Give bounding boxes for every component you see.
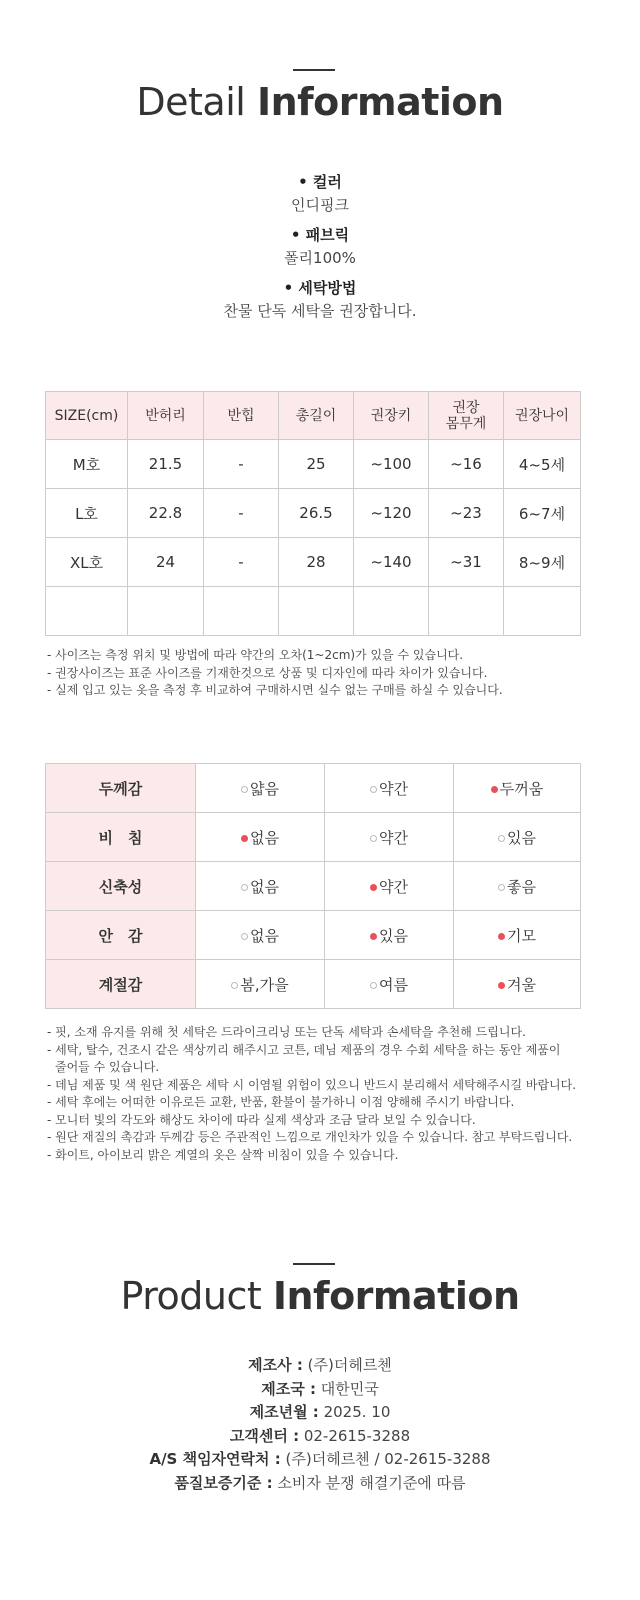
fabric-feel-option [454, 764, 581, 813]
fabric-feel-row [46, 911, 581, 960]
product-info-row [0, 1448, 640, 1472]
size-table-cell: 8~9세 [504, 538, 581, 587]
size-table-cell: 22.8 [128, 489, 204, 538]
care-note-line: - 세탁, 탈수, 건조시 같은 색상끼리 해주시고 코튼, 데님 제품의 경우 수회 세탁을 하는 동안 제품이 [47, 1042, 561, 1057]
fabric-feel-option [325, 764, 454, 813]
unselected-dot-icon [241, 884, 248, 891]
size-note-line: - 권장사이즈는 표준 사이즈를 기재한것으로 상품 및 디자인에 따라 차이가 있습니다. [47, 665, 488, 680]
size-table-cell: ~100 [354, 440, 429, 489]
product-info-value: (주)더헤르첸 [302, 1356, 392, 1374]
size-table-header-row [46, 392, 581, 440]
size-note-line: - 실제 입고 있는 옷을 측정 후 비교하여 구매하시면 실수 없는 구매를 하실 수 있습니다. [47, 683, 503, 697]
product-info-row [0, 1401, 640, 1425]
product-info-row [0, 1378, 640, 1402]
detail-value: 폴리100% [284, 249, 356, 267]
product-info-row [0, 1425, 640, 1449]
fabric-feel-row [46, 764, 581, 813]
size-table-cell: 25 [279, 440, 354, 489]
unselected-dot-icon [241, 786, 248, 793]
unselected-dot-icon [370, 982, 377, 989]
product-info-key: 고객센터 : [229, 1426, 300, 1445]
product-info-row [0, 1354, 640, 1378]
fabric-feel-option-label: 여름 [379, 975, 408, 994]
fabric-feel-option [454, 813, 581, 862]
fabric-feel-option-label: 없음 [250, 926, 279, 945]
size-table-cell: 26.5 [279, 489, 354, 538]
size-table-cell: ~23 [429, 489, 504, 538]
product-info-value: 소비자 분쟁 해결기준에 따름 [272, 1473, 466, 1492]
unselected-dot-icon [241, 933, 248, 940]
size-table-cell: L호 [46, 489, 128, 538]
size-table-cell: ~140 [354, 538, 429, 587]
detail-list [0, 172, 640, 331]
size-table-cell: XL호 [46, 538, 128, 587]
care-note-line: - 데님 제품 및 색 원단 제품은 세탁 시 이염될 위험이 있으니 반드시 분리해서 세탁해주시길 바랍니다. [47, 1077, 577, 1092]
product-info-value: 2025. 10 [318, 1403, 391, 1421]
size-table-cell: M호 [46, 440, 128, 489]
size-table-cell: 28 [279, 538, 354, 587]
fabric-feel-option-label: 없음 [250, 877, 279, 896]
size-table-row [46, 489, 581, 538]
detail-item-color [0, 172, 640, 215]
fabric-feel-option-label: 있음 [507, 828, 536, 847]
size-header-cell: 권장나이 [504, 392, 581, 440]
fabric-feel-option-label: 좋음 [507, 877, 536, 896]
size-note-line: - 사이즈는 측정 위치 및 방법에 따라 약간의 오차(1~2cm)가 있을 수 있습니다. [47, 648, 464, 662]
fabric-feel-option [196, 960, 325, 1009]
unselected-dot-icon [498, 884, 505, 891]
unselected-dot-icon [370, 835, 377, 842]
fabric-feel-option-label: 봄,가을 [240, 975, 289, 994]
size-table-row [46, 538, 581, 587]
size-table-row [46, 587, 581, 636]
product-info-row [0, 1472, 640, 1496]
fabric-feel-row [46, 862, 581, 911]
fabric-feel-option [325, 862, 454, 911]
product-title-light: Product [120, 1274, 262, 1318]
product-info-value: 02-2615-3288 [299, 1426, 411, 1445]
product-title-bold: Information [272, 1274, 520, 1318]
size-header-cell: 권장 몸무게 [429, 392, 504, 440]
size-table-cell: - [204, 489, 279, 538]
size-header-cell: 반허리 [128, 392, 204, 440]
care-note-line: 줄어들 수 있습니다. [55, 1060, 160, 1074]
size-table-cell: 24 [128, 538, 204, 587]
fabric-feel-option [454, 911, 581, 960]
detail-item-fabric [0, 225, 640, 268]
product-title-bar [293, 1263, 335, 1265]
fabric-feel-option-label: 약간 [379, 828, 408, 847]
detail-title-bold: Information [256, 80, 504, 124]
fabric-feel-row [46, 813, 581, 862]
care-notes [47, 1024, 587, 1164]
selected-dot-icon [491, 786, 498, 793]
detail-label: • 세탁방법 [283, 279, 357, 297]
fabric-feel-option-label: 약간 [379, 779, 408, 798]
detail-label: • 패브릭 [290, 226, 350, 244]
size-header-cell: 반힙 [204, 392, 279, 440]
size-table-cell: ~31 [429, 538, 504, 587]
size-table-cell [504, 587, 581, 636]
size-table-cell: 6~7세 [504, 489, 581, 538]
product-info-list [0, 1354, 640, 1495]
fabric-feel-option-label: 약간 [379, 877, 408, 896]
fabric-feel-label: 비 침 [46, 813, 196, 862]
detail-value: 찬물 단독 세탁을 권장합니다. [223, 302, 417, 320]
fabric-feel-option-label: 얇음 [250, 779, 279, 798]
fabric-feel-option [196, 862, 325, 911]
detail-value: 인디핑크 [291, 196, 349, 214]
care-note-line: - 핏, 소재 유지를 위해 첫 세탁은 드라이크리닝 또는 단독 세탁과 손세탁을 추천해 드립니다. [47, 1025, 526, 1039]
selected-dot-icon [498, 933, 505, 940]
selected-dot-icon [370, 884, 377, 891]
product-info-key: 제조사 : [248, 1356, 303, 1374]
fabric-feel-row [46, 960, 581, 1009]
size-table-cell: 4~5세 [504, 440, 581, 489]
fabric-feel-option [325, 813, 454, 862]
product-section-title [0, 1274, 640, 1318]
unselected-dot-icon [498, 835, 505, 842]
product-info-value: 대한민국 [315, 1379, 379, 1398]
size-table-row [46, 440, 581, 489]
size-header-cell: SIZE(cm) [46, 392, 128, 440]
detail-item-washing [0, 278, 640, 321]
size-table-cell: - [204, 440, 279, 489]
care-note-line: - 모니터 빛의 각도와 해상도 차이에 따라 실제 색상과 조금 달라 보일 수 있습니다. [47, 1112, 476, 1127]
detail-label: • 컬러 [298, 173, 342, 191]
fabric-feel-option [325, 911, 454, 960]
size-table-cell [279, 587, 354, 636]
size-table-cell: ~120 [354, 489, 429, 538]
size-table-cell: - [204, 538, 279, 587]
size-table-cell: 21.5 [128, 440, 204, 489]
fabric-feel-option [454, 960, 581, 1009]
fabric-feel-label: 안 감 [46, 911, 196, 960]
fabric-feel-option [196, 764, 325, 813]
size-notes [47, 647, 587, 700]
selected-dot-icon [370, 933, 377, 940]
unselected-dot-icon [231, 982, 238, 989]
fabric-feel-label: 신축성 [46, 862, 196, 911]
fabric-feel-option [196, 813, 325, 862]
detail-title-light: Detail [136, 80, 246, 124]
fabric-feel-option [454, 862, 581, 911]
fabric-feel-option-label: 있음 [379, 926, 408, 945]
unselected-dot-icon [370, 786, 377, 793]
product-info-key: 제조국 : [261, 1379, 316, 1398]
size-table-cell [354, 587, 429, 636]
size-table-cell [46, 587, 128, 636]
fabric-feel-option [196, 911, 325, 960]
product-info-key: 품질보증기준 : [174, 1473, 273, 1492]
product-info-key: A/S 책임자연락처 : [149, 1450, 281, 1468]
size-table-cell: ~16 [429, 440, 504, 489]
fabric-feel-option [325, 960, 454, 1009]
fabric-feel-table [45, 763, 581, 1009]
fabric-feel-label: 두께감 [46, 764, 196, 813]
detail-title-bar [293, 69, 335, 71]
detail-section-title [0, 80, 640, 124]
care-note-line: - 세탁 후에는 어떠한 이유로든 교환, 반품, 환불이 불가하니 이점 양해해 주시기 바랍니다. [47, 1095, 515, 1109]
size-table-cell [128, 587, 204, 636]
selected-dot-icon [241, 835, 248, 842]
size-header-cell: 총길이 [279, 392, 354, 440]
product-info-key: 제조년월 : [249, 1403, 319, 1421]
size-header-cell: 권장키 [354, 392, 429, 440]
care-note-line: - 화이트, 아이보리 밝은 계열의 옷은 살짝 비침이 있을 수 있습니다. [47, 1147, 399, 1162]
fabric-feel-option-label: 없음 [250, 828, 279, 847]
fabric-feel-option-label: 두꺼움 [499, 779, 544, 798]
care-note-line: - 원단 재질의 촉감과 두께감 등은 주관적인 느낌으로 개인차가 있을 수 있습니다. 참고 부탁드립니다. [47, 1130, 573, 1144]
product-info-value: (주)더헤르첸 / 02-2615-3288 [280, 1450, 491, 1468]
selected-dot-icon [498, 982, 505, 989]
size-table [45, 391, 581, 636]
fabric-feel-option-label: 기모 [507, 926, 536, 945]
size-table-cell [204, 587, 279, 636]
fabric-feel-option-label: 겨울 [507, 975, 536, 994]
size-table-cell [429, 587, 504, 636]
fabric-feel-label: 계절감 [46, 960, 196, 1009]
